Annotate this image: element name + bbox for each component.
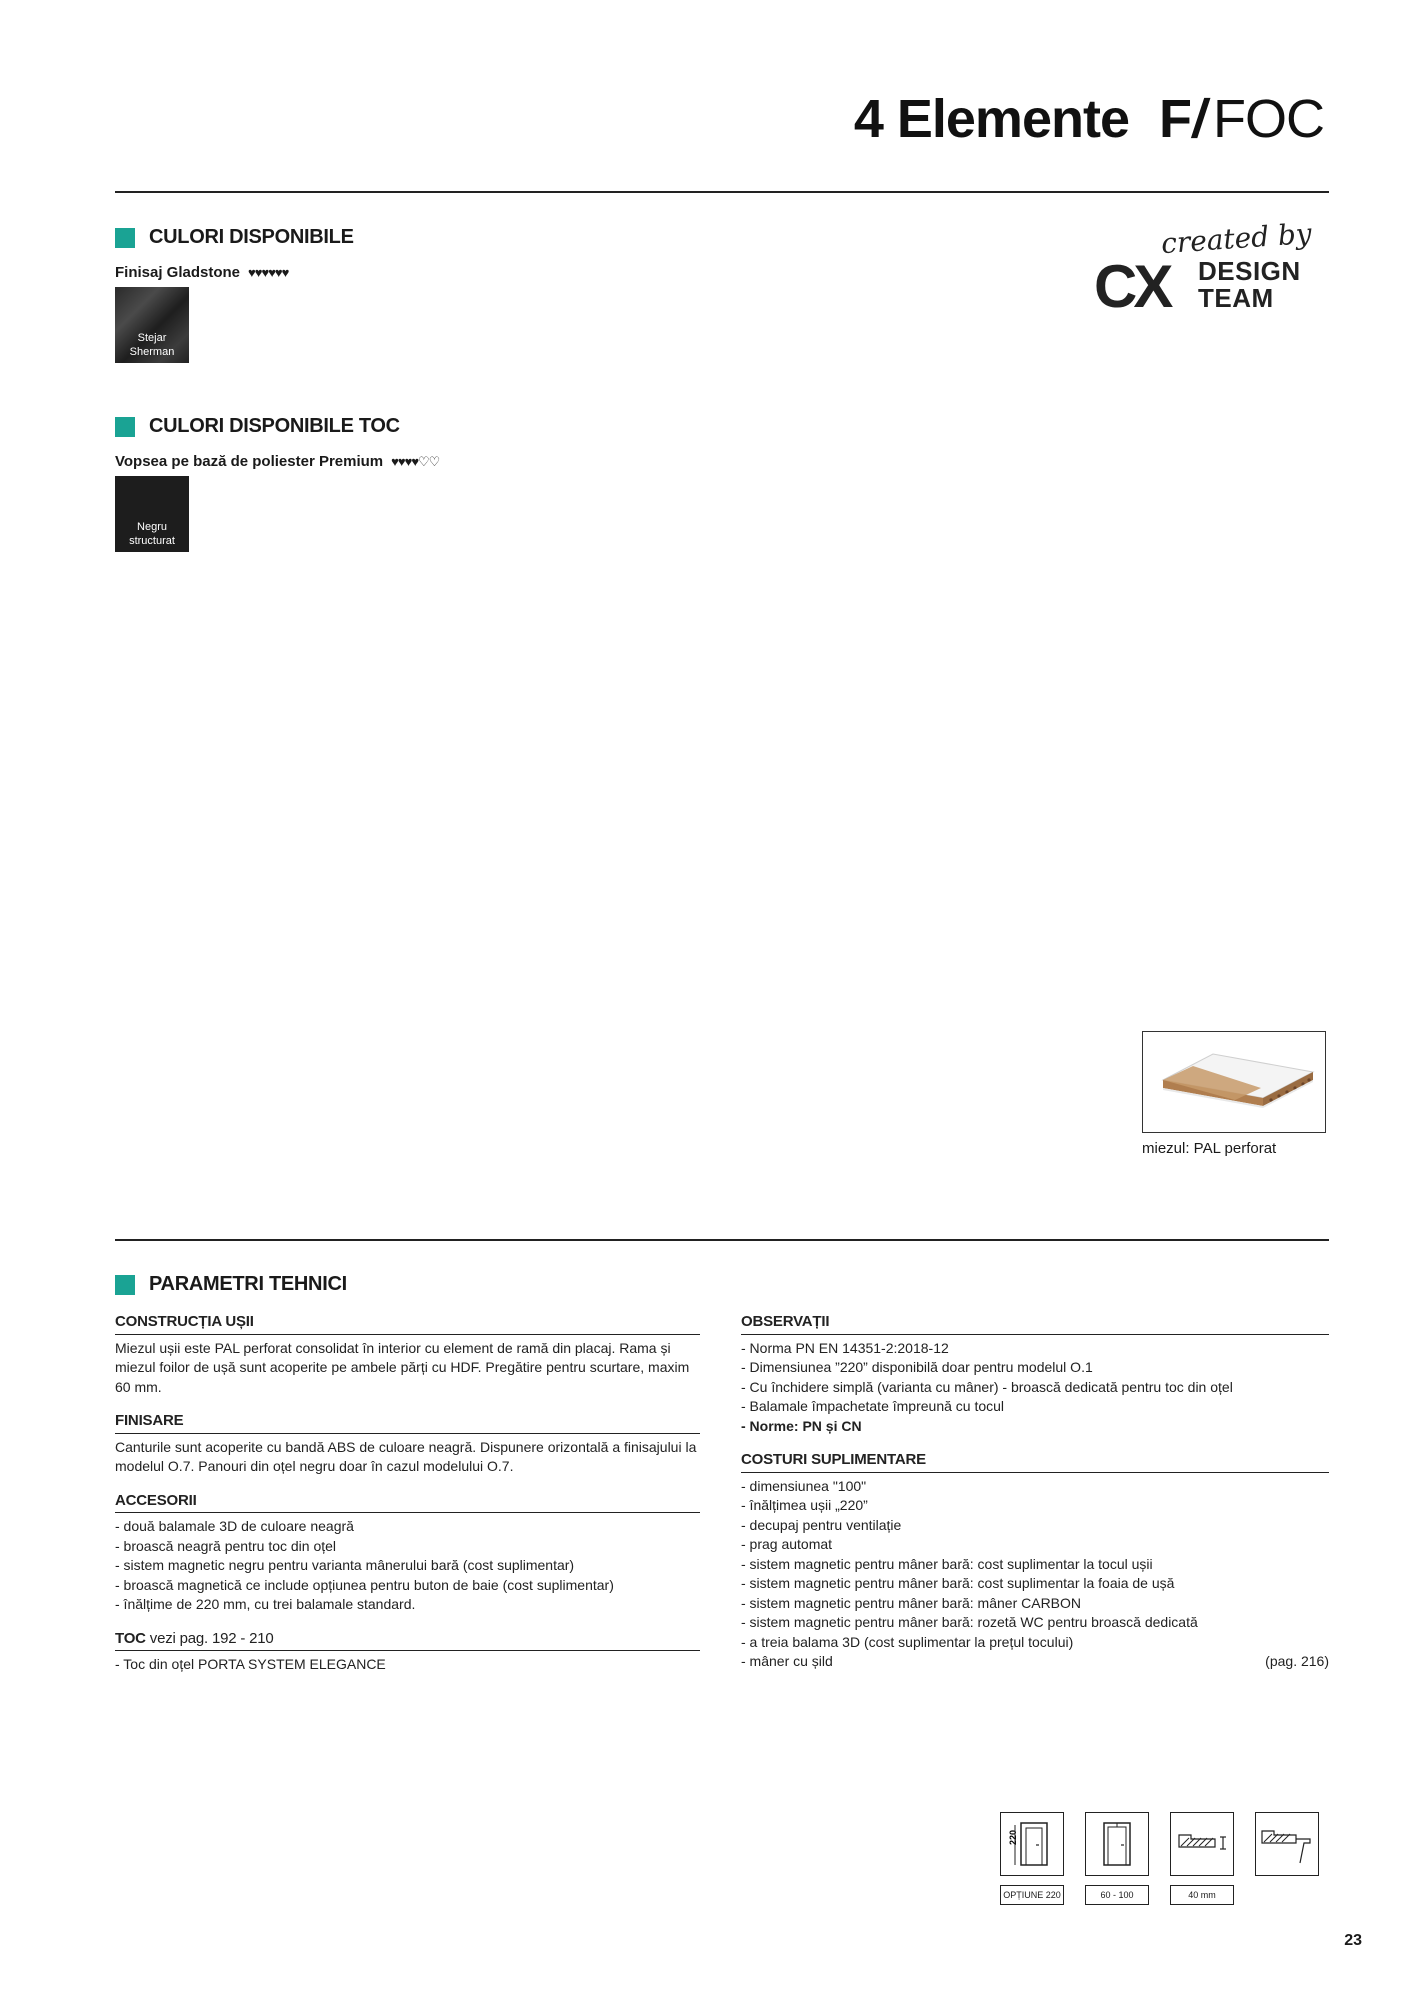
constructie-text: Miezul ușii este PAL perforat consolidat în interior cu element de ramă din placaj. Rama și miezul foilor de ușă sunt acoperite pe ambele părți cu HDF. Pregătire pentru scurtare, maxim 60 mm.: [115, 1339, 690, 1395]
swatch-negru-structurat[interactable]: [115, 476, 189, 552]
constructie-heading: CONSTRUCȚIA UȘII: [115, 1312, 700, 1335]
costuri-last-row: [741, 1652, 1329, 1672]
core-structure-image: [1142, 1031, 1326, 1133]
accesorii-heading: ACCESORII: [115, 1491, 700, 1514]
section-toc-colors-title: CULORI DISPONIBILE TOC: [149, 415, 400, 437]
toc-title: TOC: [115, 1629, 146, 1647]
tech-right-column: [741, 1312, 1329, 1672]
model-name: FOC: [1213, 89, 1324, 149]
toc-finish-rating-icon: ♥♥♥♥♡♡: [391, 454, 440, 469]
costuri-item: - decupaj pentru ventilație: [741, 1516, 902, 1533]
finish-gladstone-label: [115, 264, 288, 281]
observatii-heading: OBSERVAȚII: [741, 1312, 1329, 1335]
costuri-item: - dimensiunea "100": [741, 1477, 867, 1494]
swatch-label-line2: Sherman: [129, 346, 175, 358]
accesorii-item: - broască neagră pentru toc din oțel: [115, 1537, 337, 1554]
costuri-page-ref: (pag. 216): [1265, 1653, 1329, 1669]
door-size-label: 60 - 100: [1085, 1885, 1149, 1905]
toc-heading: [115, 1629, 700, 1652]
section-toc-colors-header: [115, 415, 400, 438]
section-divider: [115, 1239, 1329, 1241]
logo-created-by: created by: [1160, 216, 1313, 261]
accesorii-item: - broască magnetică ce include opțiunea pentru buton de baie (cost suplimentar): [115, 1576, 614, 1593]
finish-polyester-label: [115, 453, 439, 470]
logo-team: TEAM: [1198, 283, 1274, 313]
accesorii-item: - sistem magnetic negru pentru varianta mânerului bară (cost suplimentar): [115, 1557, 575, 1573]
costuri-item: - înălțimea ușii „220”: [741, 1497, 868, 1513]
costuri-item: - sistem magnetic pentru mâner bară: cost suplimentar la foaia de ușă: [741, 1575, 1175, 1591]
observatii-item: - Dimensiunea ”220” disponibilă doar pentru modelul O.1: [741, 1359, 1093, 1375]
series-letter: F: [1158, 89, 1191, 149]
costuri-item: - sistem magnetic pentru mâner bară: mâner CARBON: [741, 1594, 1082, 1611]
page-title: [854, 88, 1324, 150]
swatch-label-line1: Negru: [137, 521, 167, 533]
rebate-profile-icon: [1255, 1812, 1319, 1876]
norme-item: - Norme: PN și CN: [741, 1417, 862, 1434]
logo-design: DESIGN: [1198, 256, 1301, 286]
door-core-cross-section-icon: [1143, 1032, 1324, 1131]
finisare-text: Canturile sunt acoperite cu bandă ABS de culoare neagră. Dispunere orizontală a finisajului la modelul O.7. Panouri din oțel negru doar în cazul modelului O.7.: [115, 1438, 697, 1474]
section-tech-title: PARAMETRI TEHNICI: [149, 1273, 347, 1295]
costuri-item: - prag automat: [741, 1536, 833, 1552]
door-thickness-label: 40 mm: [1170, 1885, 1234, 1905]
door-size-icon: [1085, 1812, 1149, 1876]
title-slash: /: [1188, 89, 1212, 149]
core-caption: miezul: PAL perforat: [1142, 1140, 1277, 1157]
header-divider: [115, 191, 1329, 193]
tech-left-column: [115, 1312, 700, 1675]
cx-design-team-logo: [1094, 216, 1324, 320]
toc-finish-name: Vopsea pe bază de poliester Premium: [115, 453, 384, 470]
option-220-label: OPȚIUNE 220: [1000, 1885, 1064, 1905]
page-number: 23: [1344, 1932, 1362, 1949]
section-marker-icon: [115, 417, 135, 437]
observatii-item: - Cu închidere simplă (varianta cu mâner) - broască dedicată pentru toc din oțel: [741, 1378, 1233, 1395]
section-colors-title: CULORI DISPONIBILE: [149, 226, 354, 248]
logo-design-team: [1198, 258, 1301, 312]
accesorii-item: - înălțime de 220 mm, cu trei balamale standard.: [115, 1596, 416, 1612]
toc-item: - Toc din oțel PORTA SYSTEM ELEGANCE: [115, 1656, 386, 1672]
costuri-item: - sistem magnetic pentru mâner bară: cost suplimentar la tocul ușii: [741, 1555, 1153, 1572]
swatch-label-line1: Stejar: [137, 332, 167, 344]
accesorii-item: - două balamale 3D de culoare neagră: [115, 1518, 354, 1534]
finish-rating-icon: ♥♥♥♥♥♥: [248, 265, 289, 280]
toc-page-ref: vezi pag. 192 - 210: [145, 1629, 274, 1647]
costuri-item: - sistem magnetic pentru mâner bară: rozetă WC pentru broască dedicată: [741, 1614, 1198, 1630]
observatii-item: - Balamale împachetate împreună cu tocul: [741, 1398, 1005, 1414]
door-thickness-icon: [1170, 1812, 1234, 1876]
swatch-label-line2: structurat: [129, 535, 175, 547]
finisare-heading: FINISARE: [115, 1411, 700, 1434]
section-marker-icon: [115, 1275, 135, 1295]
logo-cx: CX: [1094, 253, 1170, 320]
observatii-item: - Norma PN EN 14351-2:2018-12: [741, 1339, 949, 1356]
option-220-number: 220: [1008, 1829, 1018, 1845]
costuri-item: - mâner cu șild: [741, 1653, 833, 1669]
brand-name: 4 Elemente: [853, 89, 1129, 149]
section-marker-icon: [115, 228, 135, 248]
finish-name: Finisaj Gladstone: [115, 264, 241, 281]
costuri-item: - a treia balama 3D (cost suplimentar la prețul tocului): [741, 1633, 1074, 1650]
swatch-stejar-sherman[interactable]: [115, 287, 189, 363]
section-tech-header: [115, 1273, 347, 1296]
costuri-heading: COSTURI SUPLIMENTARE: [741, 1450, 1329, 1473]
section-colors-header: [115, 226, 354, 249]
option-220-icon: [1000, 1812, 1064, 1876]
